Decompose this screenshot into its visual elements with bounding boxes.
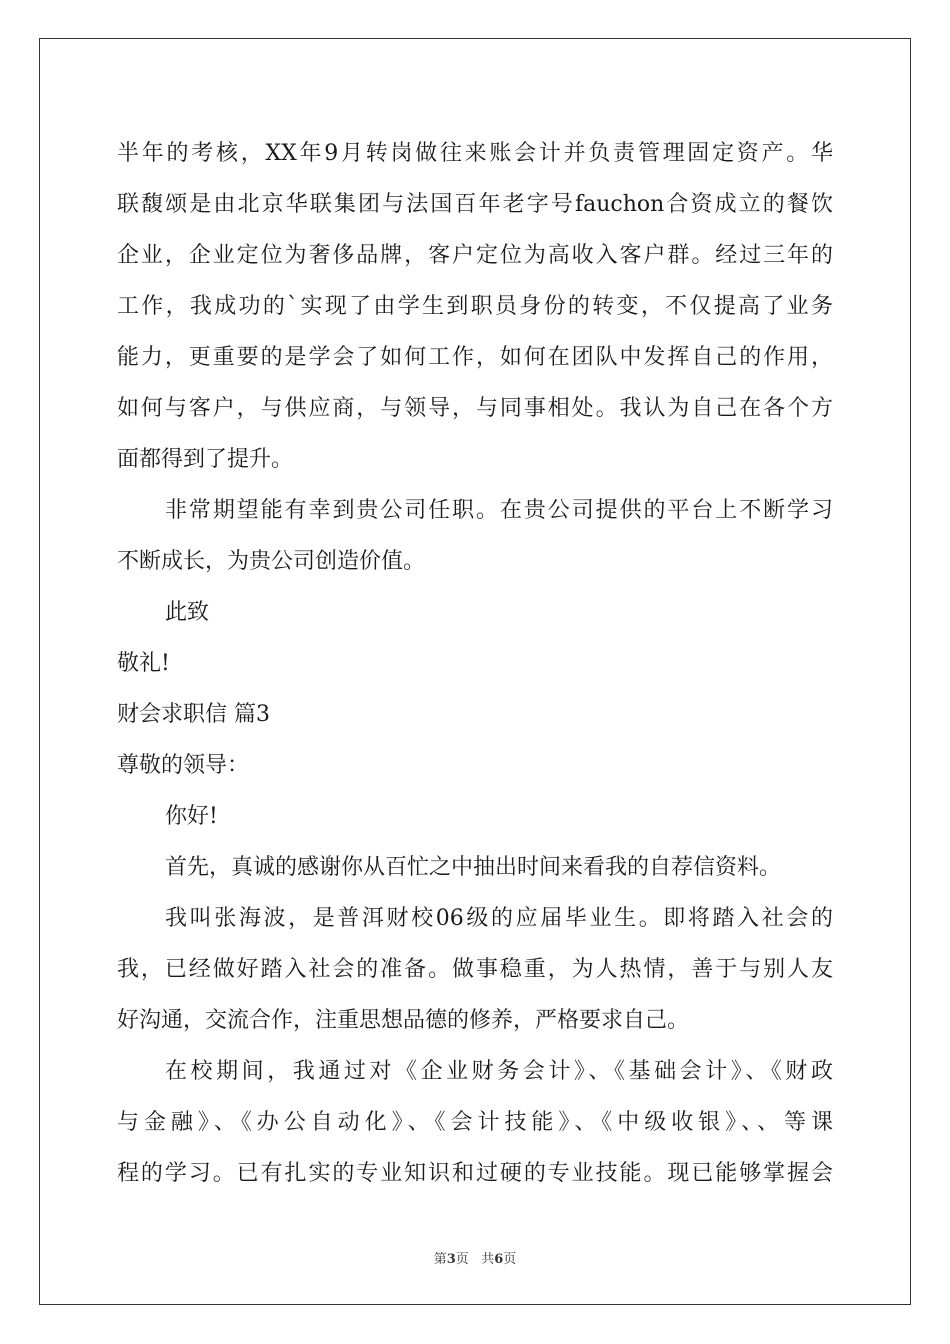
text-line: 半年的考核，XX年9月转岗做往来账会计并负责管理固定资产。华 [117,141,833,166]
total-prefix: 共 [481,1252,495,1267]
text-line: 我，已经做好踏入社会的准备。做事稳重，为人热情，善于与别人友 [117,957,833,982]
current-page-number: 3 [446,1252,456,1267]
text-line: 面都得到了提升。 [117,447,294,472]
page-prefix: 第 [433,1252,447,1267]
text-line: 如何与客户，与供应商，与领导，与同事相处。我认为自己在各个方 [117,396,833,421]
text-line: 尊敬的领导： [117,753,250,778]
text-line: 敬礼! [117,651,170,676]
text-line: 我叫张海波，是普洱财校06级的应届毕业生。即将踏入社会的 [165,906,833,931]
text-line: 此致 [165,600,210,625]
text-line: 与金融》、《办公自动化》、《会计技能》、《中级收银》、、等课 [117,1110,833,1135]
text-line: 首先，真诚的感谢你从百忙之中抽出时间来看我的自荐信资料。 [165,855,782,880]
text-line: 企业，企业定位为奢侈品牌，客户定位为高收入客户群。经过三年的 [117,243,833,268]
text-line: 在校期间，我通过对《企业财务会计》、《基础会计》、《财政 [165,1059,833,1084]
text-line: 不断成长，为贵公司创造价值。 [117,549,426,574]
text-line: 工作，我成功的`实现了由学生到职员身份的转变，不仅提高了业务 [117,294,833,319]
text-line: 程的学习。已有扎实的专业知识和过硬的专业技能。现已能够掌握会 [117,1161,833,1186]
text-line: 能力，更重要的是学会了如何工作，如何在团队中发挥自己的作用， [117,345,833,370]
document-body [117,128,833,1199]
page-suffix: 页 [455,1252,469,1267]
text-line: 好沟通，交流合作，注重思想品德的修养，严格要求自己。 [117,1008,690,1033]
text-line: 你好! [165,804,218,829]
page-footer [0,1248,950,1267]
text-line: 财会求职信 篇3 [117,702,270,727]
total-suffix: 页 [503,1252,517,1267]
total-page-number: 6 [494,1252,504,1267]
text-line: 非常期望能有幸到贵公司任职。在贵公司提供的平台上不断学习 [165,498,833,523]
text-line: 联馥颂是由北京华联集团与法国百年老字号fauchon合资成立的餐饮 [117,192,833,217]
